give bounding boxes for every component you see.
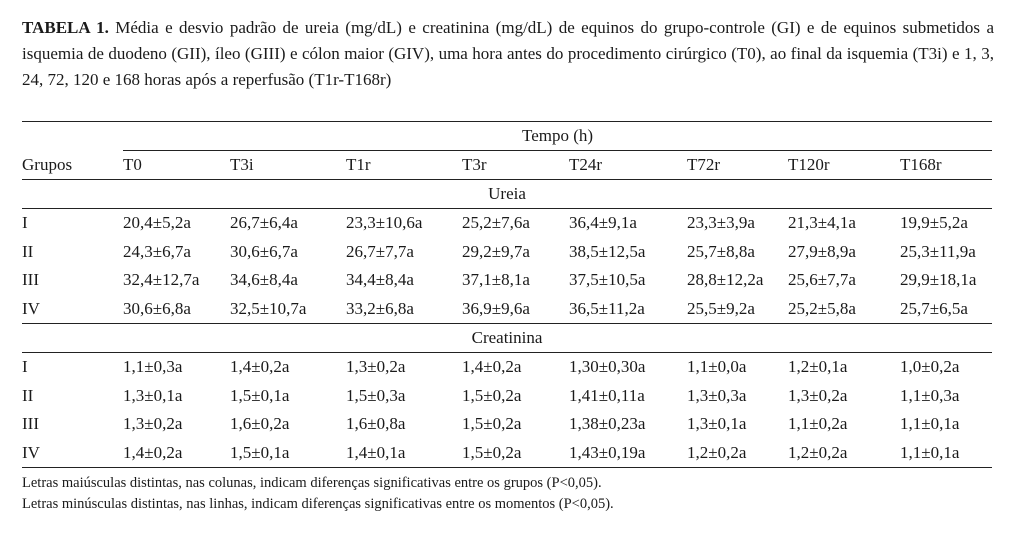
table-cell: 1,5±0,1a <box>230 439 346 468</box>
table-cell: 1,1±0,1a <box>900 439 992 468</box>
table-cell: 1,2±0,1a <box>788 357 848 377</box>
table-row <box>22 266 992 295</box>
table-cell: 1,2±0,2a <box>687 439 788 468</box>
table-cell: 1,1±0,0a <box>687 357 747 377</box>
table-cell: 1,1±0,3a <box>123 357 183 377</box>
column-header: T168r <box>900 151 992 180</box>
table-cell: 25,6±7,7a <box>788 270 856 290</box>
column-header-row <box>22 151 992 180</box>
table-cell: 1,4±0,1a <box>346 439 462 468</box>
table-cell: I <box>22 213 28 233</box>
table-cell: 27,9±8,9a <box>788 241 856 261</box>
table-cell: 37,1±8,1a <box>462 270 530 290</box>
table-row <box>22 382 992 411</box>
table-row <box>22 295 992 324</box>
section-header-row <box>22 324 992 353</box>
table-cell: 1,43±0,19a <box>569 439 687 468</box>
table-cell: 1,5±0,2a <box>462 414 522 434</box>
table-footnotes <box>22 473 614 515</box>
table-row <box>22 209 992 238</box>
table-row <box>22 238 992 267</box>
table-cell: 1,3±0,2a <box>346 357 406 377</box>
table-cell: 36,4±9,1a <box>569 213 637 233</box>
data-table <box>22 121 992 468</box>
table-cell: 36,5±11,2a <box>569 295 687 324</box>
table-cell: 25,5±9,2a <box>687 295 788 324</box>
table-cell: 29,2±9,7a <box>462 241 530 261</box>
caption-label: TABELA 1. <box>22 18 109 37</box>
table-cell: 19,9±5,2a <box>900 213 968 233</box>
table-cell: 29,9±18,1a <box>900 270 977 290</box>
table-row <box>22 410 992 439</box>
table-cell: 1,3±0,2a <box>788 385 848 405</box>
table-cell: 25,7±6,5a <box>900 295 992 324</box>
table-cell: 24,3±6,7a <box>123 241 191 261</box>
column-header: T24r <box>569 151 687 180</box>
table-cell: 28,8±12,2a <box>687 270 764 290</box>
table-cell: 33,2±6,8a <box>346 295 462 324</box>
column-header: T72r <box>687 151 788 180</box>
table-cell: 1,1±0,1a <box>900 414 960 434</box>
table-cell: 1,6±0,2a <box>230 414 290 434</box>
column-header: T120r <box>788 151 900 180</box>
table-cell: 1,41±0,11a <box>569 385 645 405</box>
time-header-row <box>22 122 992 151</box>
table-cell: 1,3±0,1a <box>687 414 747 434</box>
table-cell: 1,30±0,30a <box>569 357 646 377</box>
table-row <box>22 439 992 468</box>
table-cell: 25,2±5,8a <box>788 295 900 324</box>
table-cell: II <box>22 385 34 405</box>
table-cell: 1,4±0,2a <box>123 439 230 468</box>
table-cell: 1,3±0,2a <box>123 414 183 434</box>
table-cell: I <box>22 357 28 377</box>
table-cell: 37,5±10,5a <box>569 270 646 290</box>
table-cell: II <box>22 241 34 261</box>
table-cell: 1,5±0,2a <box>462 385 522 405</box>
table-cell: 30,6±6,8a <box>123 295 230 324</box>
section-title-creatinina: Creatinina <box>22 324 992 353</box>
table-cell: 38,5±12,5a <box>569 241 646 261</box>
column-header: T0 <box>123 151 230 180</box>
table-cell: 34,6±8,4a <box>230 270 298 290</box>
table-cell: 1,38±0,23a <box>569 414 646 434</box>
table-cell: 32,4±12,7a <box>123 270 200 290</box>
table-cell: III <box>22 414 39 434</box>
footnote: Letras maiúsculas distintas, nas colunas, indicam diferenças significativas entre os grupos (P<0,05). <box>22 475 602 491</box>
table-caption <box>22 15 994 93</box>
table-cell: 1,5±0,2a <box>462 439 569 468</box>
table-cell: 36,9±9,6a <box>462 295 569 324</box>
column-header: T3r <box>462 151 569 180</box>
table-cell: 1,5±0,3a <box>346 385 406 405</box>
table-cell: 1,6±0,8a <box>346 414 406 434</box>
table-cell: 32,5±10,7a <box>230 295 346 324</box>
table-cell: IV <box>22 295 123 324</box>
table-cell: 26,7±6,4a <box>230 213 298 233</box>
table-cell: 26,7±7,7a <box>346 241 414 261</box>
table-cell: 1,2±0,2a <box>788 439 900 468</box>
table-cell: 1,3±0,1a <box>123 385 183 405</box>
table-cell: 20,4±5,2a <box>123 213 191 233</box>
table-cell: 1,4±0,2a <box>230 357 290 377</box>
table-cell: 30,6±6,7a <box>230 241 298 261</box>
table-row <box>22 353 992 382</box>
table-cell: 1,5±0,1a <box>230 385 290 405</box>
table-cell: 1,1±0,3a <box>900 385 960 405</box>
table-cell: 1,3±0,3a <box>687 385 747 405</box>
section-title-ureia: Ureia <box>22 180 992 209</box>
table-cell: 25,2±7,6a <box>462 213 530 233</box>
table-cell: 25,3±11,9a <box>900 241 976 261</box>
table-cell: IV <box>22 439 123 468</box>
table-cell: III <box>22 270 39 290</box>
section-header-row <box>22 180 992 209</box>
table-cell: 1,4±0,2a <box>462 357 522 377</box>
footnote: Letras minúsculas distintas, nas linhas, indicam diferenças significativas entre os momentos (P<0,05). <box>22 496 614 512</box>
time-header: Tempo (h) <box>123 122 992 151</box>
column-header: T3i <box>230 151 346 180</box>
caption-text: Média e desvio padrão de ureia (mg/dL) e creatinina (mg/dL) de equinos do grupo-controle (GI) e de equinos submetidos a isquemia de duodeno (GII), íleo (GIII) e cólon maior (GIV), uma hora antes do procedimento cirúrgico (T0), ao final da isquemia (T3i) e 1, 3, 24, 72, 120 e 168 horas após a reperfusão (T1r-T168r) <box>22 18 994 89</box>
column-header: Grupos <box>22 151 123 180</box>
table-cell: 1,1±0,2a <box>788 414 848 434</box>
table-cell: 21,3±4,1a <box>788 213 856 233</box>
table-cell: 25,7±8,8a <box>687 241 755 261</box>
table-cell: 23,3±10,6a <box>346 213 423 233</box>
table-cell: 34,4±8,4a <box>346 270 414 290</box>
column-header: T1r <box>346 151 462 180</box>
table-cell: 1,0±0,2a <box>900 357 960 377</box>
table-cell: 23,3±3,9a <box>687 213 755 233</box>
